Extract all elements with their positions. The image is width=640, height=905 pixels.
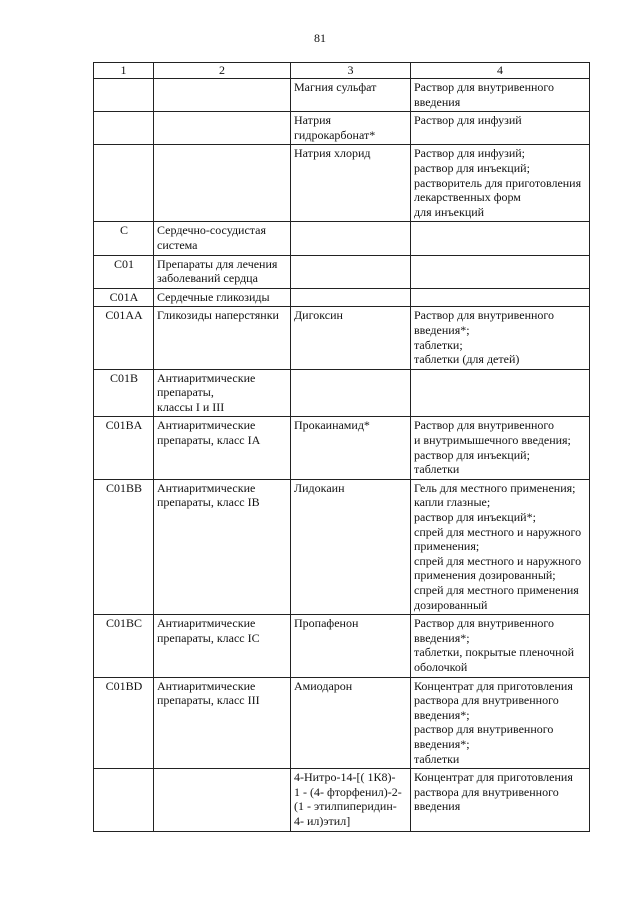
table-row [94,112,590,145]
dosage-form: Гель для местного применения; капли глазные; раствор для инъекций*; спрей для местного и наружного применения; спрей для местного и наружного применения дозированный; спрей для местного применения дозированный [411,479,590,614]
header-col-2: 2 [154,63,291,79]
dosage-form: Раствор для внутривенного введения [411,79,590,112]
dosage-form: Раствор для внутривенного введения*; таблетки; таблетки (для детей) [411,307,590,369]
atc-code: C [94,222,154,255]
dosage-form: Раствор для инфузий [411,112,590,145]
group-name [154,79,291,112]
drug-name: Дигоксин [291,307,411,369]
table-row [94,145,590,222]
atc-code: C01BA [94,417,154,479]
atc-code: C01AA [94,307,154,369]
dosage-form [411,369,590,417]
table-row [94,677,590,769]
atc-code [94,769,154,831]
drug-name: Прокаинамид* [291,417,411,479]
drug-name: Магния сульфат [291,79,411,112]
table-row [94,615,590,677]
group-name: Препараты для лечения заболеваний сердца [154,255,291,288]
atc-code: C01BC [94,615,154,677]
table-row [94,369,590,417]
table-row [94,307,590,369]
drug-name: Лидокаин [291,479,411,614]
table-row [94,288,590,307]
atc-code [94,145,154,222]
atc-code: C01B [94,369,154,417]
drug-name [291,222,411,255]
dosage-form [411,288,590,307]
drug-name: Натрия хлорид [291,145,411,222]
atc-code: C01A [94,288,154,307]
atc-code: C01BD [94,677,154,769]
group-name: Гликозиды наперстянки [154,307,291,369]
atc-code [94,79,154,112]
drug-name [291,288,411,307]
dosage-form: Раствор для внутривенного введения*; таблетки, покрытые пленочной оболочкой [411,615,590,677]
group-name: Антиаритмические препараты, класс IB [154,479,291,614]
group-name [154,145,291,222]
atc-code: C01 [94,255,154,288]
page-number: 81 [314,31,326,45]
dosage-form: Концентрат для приготовления раствора для внутривенного введения [411,769,590,831]
group-name: Антиаритмические препараты, класс IA [154,417,291,479]
atc-code: C01BB [94,479,154,614]
table-row [94,417,590,479]
group-name: Антиаритмические препараты, классы I и III [154,369,291,417]
dosage-form: Концентрат для приготовления раствора для внутривенного введения*; раствор для внутривенного введения*; таблетки [411,677,590,769]
header-col-1: 1 [94,63,154,79]
dosage-form [411,255,590,288]
dosage-form: Раствор для инфузий; раствор для инъекций; растворитель для приготовления лекарственных форм для инъекций [411,145,590,222]
group-name: Сердечные гликозиды [154,288,291,307]
drug-name [291,369,411,417]
header-col-3: 3 [291,63,411,79]
group-name: Антиаритмические препараты, класс III [154,677,291,769]
drug-name: Натрия гидрокарбонат* [291,112,411,145]
atc-code [94,112,154,145]
table-row [94,79,590,112]
drug-name [291,255,411,288]
drug-table [93,62,590,832]
group-name: Сердечно-сосудистая система [154,222,291,255]
drug-name: 4-Нитро-14-[( 1К8)- 1 - (4- фторфенил)-2- (1 - этилпиперидин- 4- ил)этил] [291,769,411,831]
drug-name: Амиодарон [291,677,411,769]
dosage-form [411,222,590,255]
drug-name: Пропафенон [291,615,411,677]
table-header-row [94,63,590,79]
table-row [94,255,590,288]
group-name: Антиаритмические препараты, класс IC [154,615,291,677]
table-row [94,222,590,255]
group-name [154,112,291,145]
table-row [94,769,590,831]
group-name [154,769,291,831]
table-row [94,479,590,614]
dosage-form: Раствор для внутривенного и внутримышечного введения; раствор для инъекций; таблетки [411,417,590,479]
header-col-4: 4 [411,63,590,79]
